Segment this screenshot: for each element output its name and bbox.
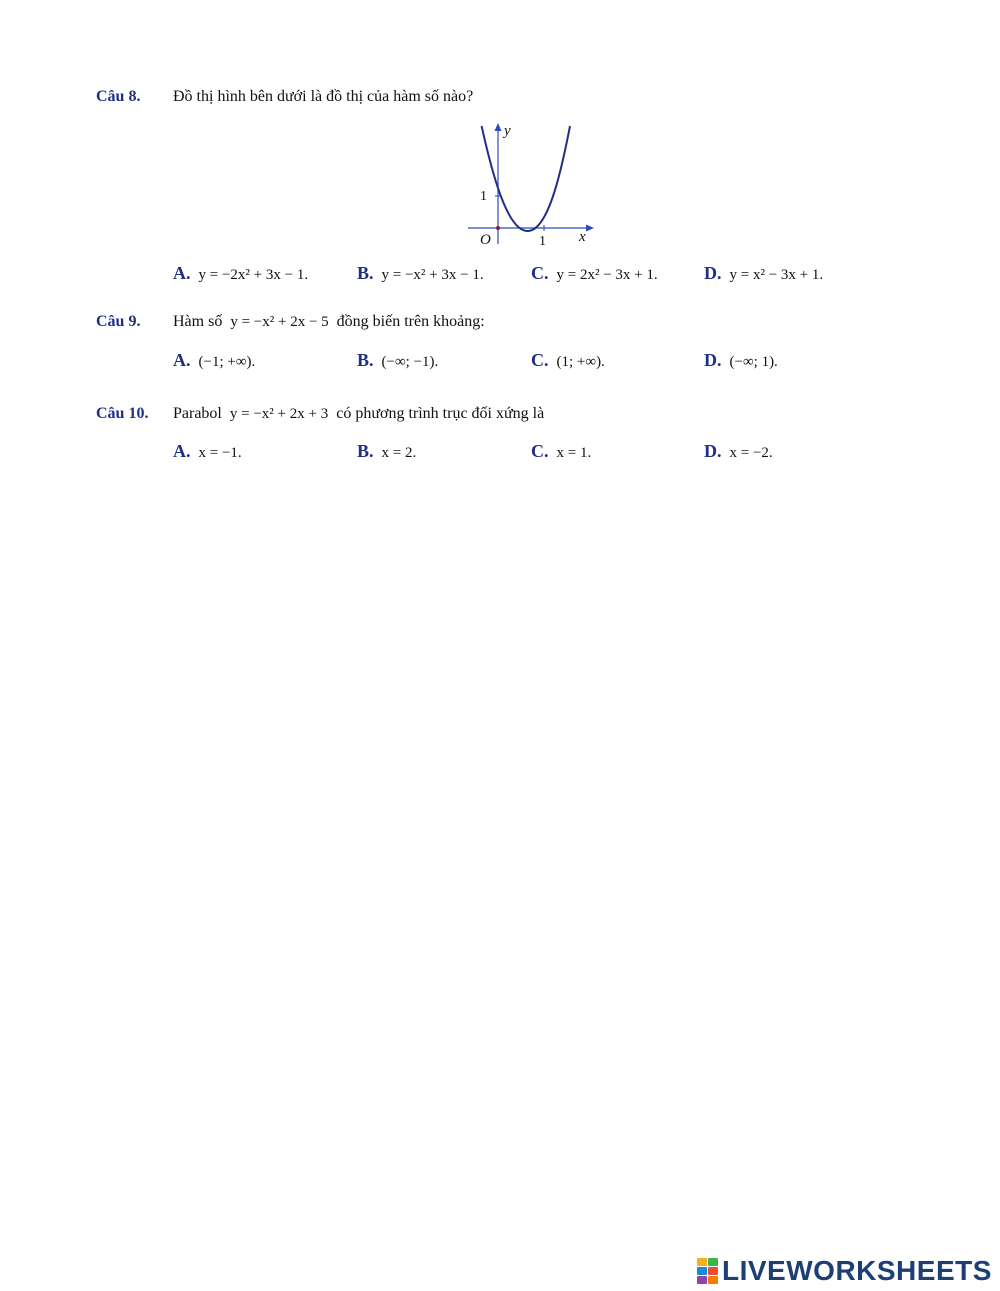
option-letter: B. <box>357 263 374 283</box>
parabola-curve <box>482 126 570 231</box>
logo-text: LIVEWORKSHEETS <box>722 1255 992 1286</box>
q9-text-after: đồng biến trên khoảng: <box>336 313 485 330</box>
question-9-text <box>173 313 485 331</box>
q9-formula: y = −x² + 2x − 5 <box>230 314 329 330</box>
question-10-label: Câu 10. <box>96 405 149 422</box>
origin-point <box>496 226 500 230</box>
option-letter: A. <box>173 263 191 283</box>
question-8-text: Đồ thị hình bên dưới là đồ thị của hàm số nào? <box>173 88 474 105</box>
option-expr: (1; +∞). <box>556 354 605 370</box>
option-letter: A. <box>173 350 191 370</box>
question-8-label: Câu 8. <box>96 88 141 105</box>
option-letter: D. <box>704 263 722 283</box>
y-tick-label: 1 <box>480 189 487 204</box>
q10-option-c[interactable] <box>531 441 591 462</box>
q8-option-c[interactable] <box>531 263 658 284</box>
option-letter: B. <box>357 441 374 461</box>
x-tick-label: 1 <box>539 234 546 249</box>
option-expr: y = x² − 3x + 1. <box>729 267 824 283</box>
option-expr: (−∞; −1). <box>381 354 439 370</box>
liveworksheets-logo[interactable] <box>697 1255 992 1287</box>
question-10-text <box>173 405 544 423</box>
question-9-label: Câu 9. <box>96 313 141 330</box>
x-axis-label: x <box>579 229 586 245</box>
option-letter: C. <box>531 263 549 283</box>
origin-label: O <box>480 232 491 248</box>
logo-mark-icon <box>697 1258 718 1284</box>
q8-option-d[interactable] <box>704 263 823 284</box>
option-expr: y = 2x² − 3x + 1. <box>556 267 658 283</box>
option-letter: C. <box>531 441 549 461</box>
y-axis-arrow <box>495 123 502 131</box>
option-expr: x = −1. <box>198 445 242 461</box>
option-letter: A. <box>173 441 191 461</box>
q10-option-d[interactable] <box>704 441 773 462</box>
q9-option-a[interactable] <box>173 350 255 371</box>
q8-option-b[interactable] <box>357 263 484 284</box>
q9-option-d[interactable] <box>704 350 778 371</box>
option-letter: D. <box>704 350 722 370</box>
option-expr: (−1; +∞). <box>198 354 256 370</box>
q10-text-before: Parabol <box>173 405 222 422</box>
q9-option-c[interactable] <box>531 350 605 371</box>
q10-text-after: có phương trình trục đối xứng là <box>336 405 545 422</box>
q8-option-a[interactable] <box>173 263 308 284</box>
q9-option-b[interactable] <box>357 350 438 371</box>
y-axis-label: y <box>504 123 511 139</box>
x-axis-arrow <box>586 225 594 232</box>
q10-option-b[interactable] <box>357 441 416 462</box>
option-expr: (−∞; 1). <box>729 354 778 370</box>
option-expr: x = 2. <box>381 445 417 461</box>
q9-text-before: Hàm số <box>173 313 223 330</box>
option-expr: x = 1. <box>556 445 592 461</box>
q10-option-a[interactable] <box>173 441 242 462</box>
option-expr: y = −2x² + 3x − 1. <box>198 267 309 283</box>
parabola-graph <box>462 118 602 250</box>
option-expr: x = −2. <box>729 445 773 461</box>
option-expr: y = −x² + 3x − 1. <box>381 267 484 283</box>
option-letter: D. <box>704 441 722 461</box>
option-letter: C. <box>531 350 549 370</box>
q10-formula: y = −x² + 2x + 3 <box>229 406 329 422</box>
option-letter: B. <box>357 350 374 370</box>
